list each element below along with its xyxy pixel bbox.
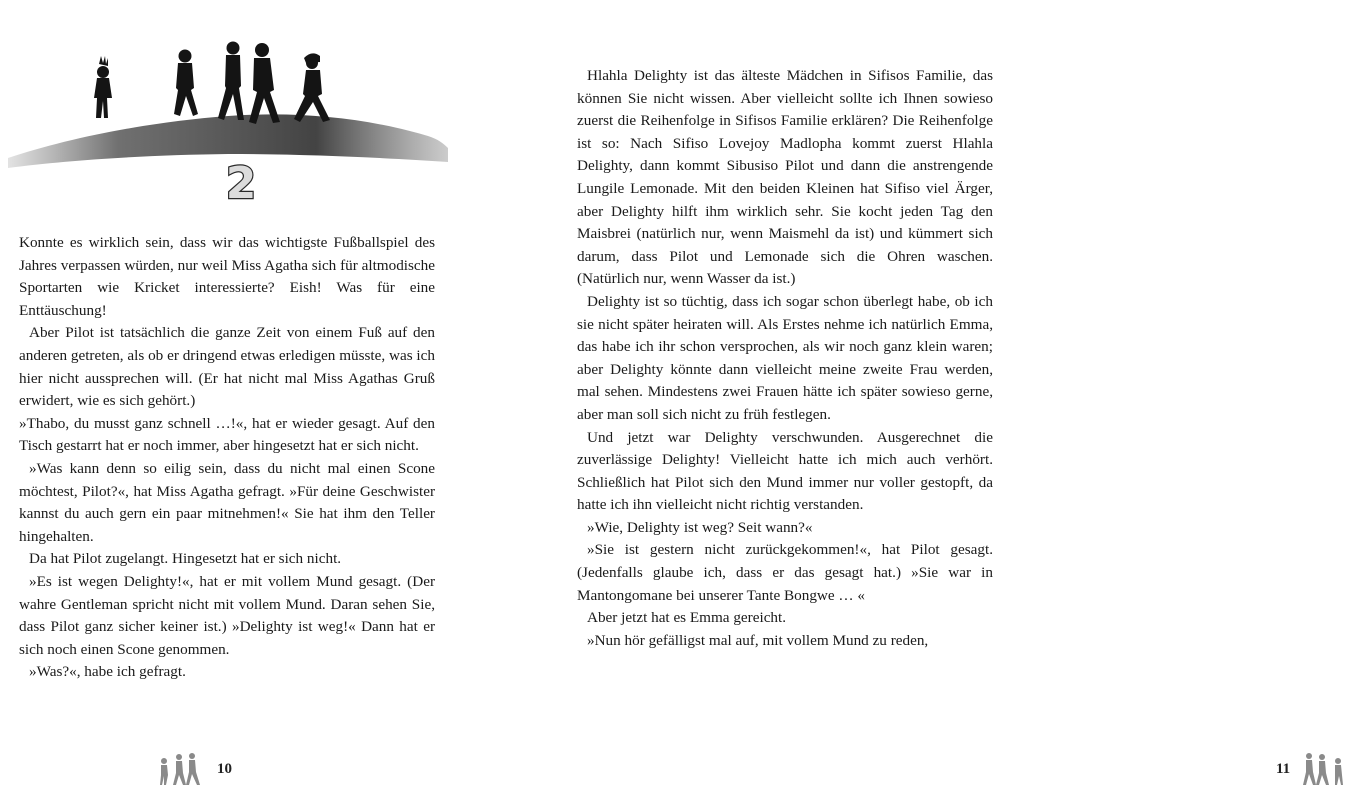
paragraph: »Was kann denn so eilig sein, dass du nicht mal einen Scone möchtest, Pilot?«, hat Miss Agatha gefragt. »Für deine Geschwister kannst du auch gern ein paar mitnehmen!« Sie hat ihm den Teller hingehalten. (19, 459, 435, 545)
chapter-illustration (8, 8, 448, 208)
child-silhouette-1 (94, 56, 112, 118)
paragraph: Aber Pilot ist tatsächlich die ganze Zeit von einem Fuß auf den anderen getreten, als ob er dringend etwas erledigen müsste, was ich hier nicht aussprechen will. (Er hat nicht mal Miss Agathas Gruß erwidert, wie es sich gehört.) (19, 324, 435, 410)
chapter-number: 2 (225, 158, 257, 209)
paragraph: »Sie ist gestern nicht zurückgekommen!«, hat Pilot gesagt. (Jedenfalls glaube ich, dass er das gesagt hat.) »Sie war in Mantongomane bei unserer Tante Bongwe … « (577, 541, 993, 604)
child-silhouette-4 (249, 43, 280, 124)
right-page-footer (1276, 752, 1354, 786)
page-number: 10 (217, 760, 232, 777)
walking-children-icon (1300, 752, 1354, 786)
right-page (500, 0, 1291, 800)
paragraph: Aber jetzt hat es Emma gereicht. (587, 609, 787, 627)
paragraph: »Nun hör gefälligst mal auf, mit vollem Mund zu reden, (587, 631, 929, 649)
walking-children-icon (155, 752, 209, 786)
child-silhouette-2 (174, 50, 198, 117)
paragraph: Konnte es wirklich sein, dass wir das wichtigste Fußballspiel des Jahres verpassen würden, nur weil Miss Agatha sich für altmodische Sportarten wie Kricket interessierte? Eish! Was für eine Enttäuschung! (19, 234, 435, 319)
paragraph: Und jetzt war Delighty verschwunden. Ausgerechnet die zuverlässige Delighty! Vielleicht hatte ich mich auch verhört. Schließlich hat Pilot sich den Mund immer nur voller gestopft, da hatte ich ihn vielleicht nicht richtig verstanden. (577, 428, 993, 514)
left-page (0, 0, 500, 800)
paragraph: Hlahla Delighty ist das älteste Mädchen in Sifisos Familie, das können Sie nicht wissen. Aber vielleicht sollte ich Ihnen sowieso zuerst die Reihenfolge in Sifisos Familie erklären? Die Reihenfolge ist so: Nach Sifiso Lovejoy Madlopha kommt zuerst Hlahla Delighty, dann kommt Sibusiso Pilot und dann die anstrengende Lungile Lemonade. Mit den beiden Kleinen hat Sifiso viel Ärger, aber Delighty hilft ihm wirklich sehr. Sie kocht jeden Tag den Maisbrei (natürlich nur, wenn Maismehl da ist) und kümmert sich darum, dass Pilot und Lemonade sich die Ohren waschen. (Natürlich nur, wenn Wasser da ist.) (577, 67, 993, 288)
left-page-footer (155, 752, 232, 786)
paragraph: Da hat Pilot zugelangt. Hingesetzt hat er sich nicht. (29, 550, 342, 568)
left-page-text (19, 232, 435, 684)
paragraph: Delighty ist so tüchtig, dass ich sogar schon überlegt habe, ob ich sie nicht später heiraten will. Als Erstes nehme ich natürlich Emma, das habe ich ihr schon versprochen, als wir noch ganz klein waren; aber Delighty könnte dann vielleicht meine zweite Frau werden, mal sehen. Mindestens zwei Frauen hätte ich später sowieso gerne, aber man soll sich nicht zu früh festlegen. (577, 292, 993, 423)
paragraph: »Was?«, habe ich gefragt. (29, 663, 186, 681)
right-page-text (577, 65, 993, 652)
child-silhouette-5 (294, 53, 330, 122)
paragraph: »Es ist wegen Delighty!«, hat er mit vollem Mund gesagt. (Der wahre Gentleman spricht nicht mit vollem Mund. Daran sehen Sie, dass Pilot ganz sicher keiner ist.) »Delighty ist weg!« Dann hat er sich noch einen Scone genommen. (19, 572, 435, 658)
paragraph: »Wie, Delighty ist weg? Seit wann?« (587, 518, 813, 536)
page-number: 11 (1276, 760, 1291, 777)
child-silhouette-3 (218, 42, 244, 121)
paragraph: »Thabo, du musst ganz schnell …!«, hat er wieder gesagt. Auf den Tisch gestarrt hat er noch immer, aber hingesetzt hat er sich nicht. (19, 414, 435, 455)
